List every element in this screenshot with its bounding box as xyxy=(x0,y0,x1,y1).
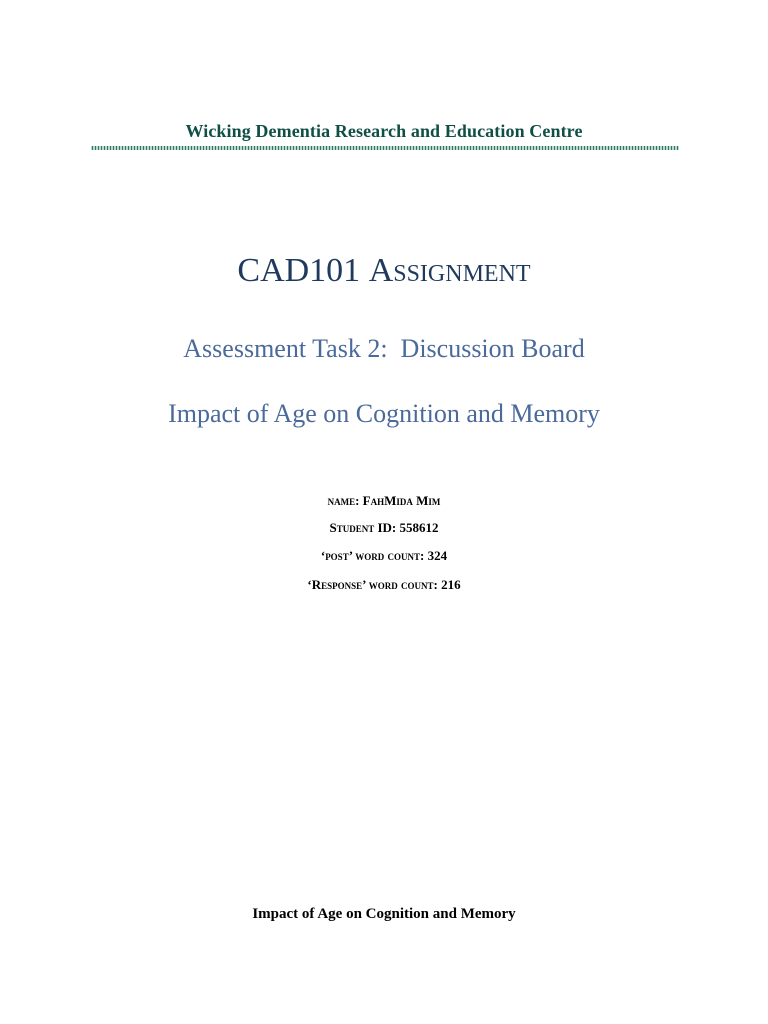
student-id: Student ID: 558612 xyxy=(329,520,439,535)
post-word-count: ‘post’ word count: 324 xyxy=(320,548,448,563)
task-subtitle: Assessment Task 2: Discussion Board xyxy=(183,334,585,363)
course-code: CAD101 xyxy=(237,252,361,289)
header-dotted-rule xyxy=(91,146,679,150)
topic-subtitle: Impact of Age on Cognition and Memory xyxy=(168,399,600,428)
response-word-count: ‘Response’ word count: 216 xyxy=(307,577,461,592)
assignment-word: Assignment xyxy=(368,252,531,289)
organization-header: Wicking Dementia Research and Education Centre xyxy=(185,121,583,141)
assignment-title xyxy=(0,252,768,290)
student-name: name: FahMida Mim xyxy=(327,493,441,508)
body-heading: Impact of Age on Cognition and Memory xyxy=(252,906,516,922)
